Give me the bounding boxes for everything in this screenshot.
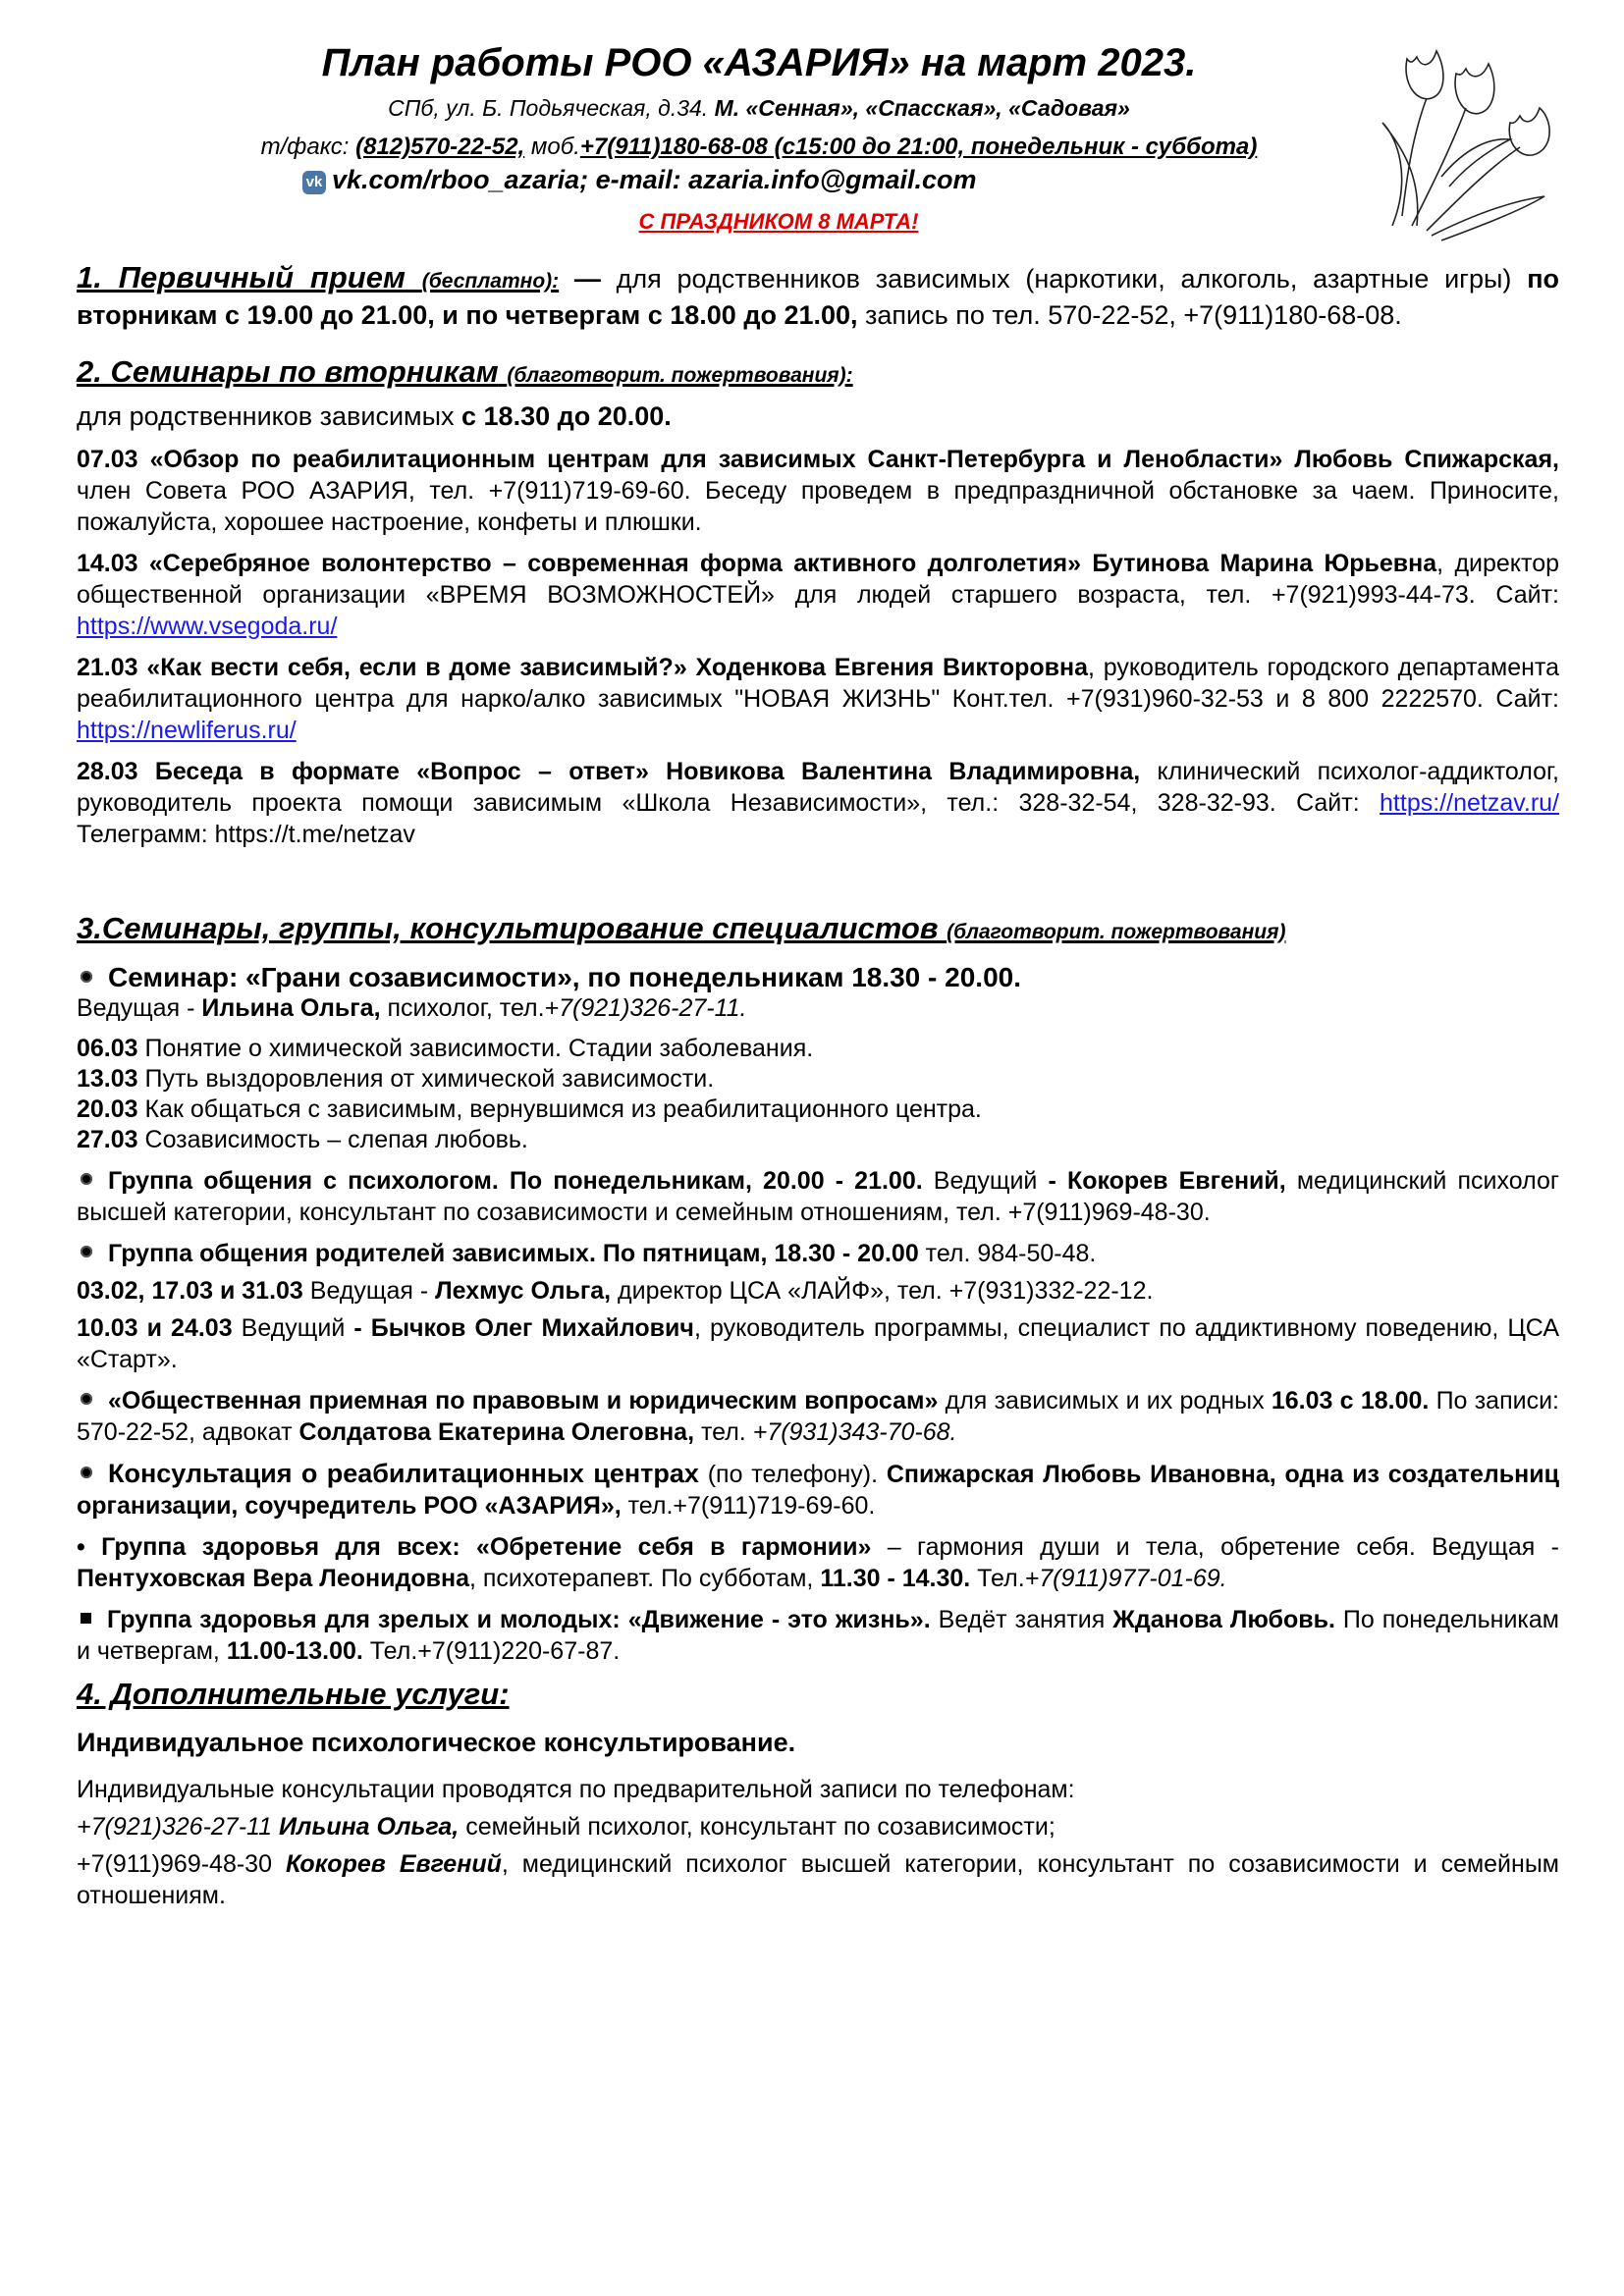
- rehab-consultation: Консультация о реабилитационных центрах (по телефону). Спижарская Любовь Ивановна, одна из создательниц организации, соучредитель РОО «АЗАРИЯ», тел.+7(911)719-69-60.: [77, 1459, 1559, 1520]
- bullet-icon: [81, 1393, 92, 1405]
- list-item: 20.03 Как общаться с зависимым, вернувшимся из реабилитационного центра.: [77, 1095, 982, 1123]
- phone-line: [77, 133, 1559, 161]
- section-2: [77, 354, 1559, 850]
- seminar-item: 14.03 «Серебряное волонтерство – современная форма активного долголетия» Бутинова Марина Юрьевна, директор общественной организации «ВРЕМЯ ВОЗМОЖНОСТЕЙ» для людей старшего возраста, тел. +7(921)993-44-73. Сайт: https://www.vsegoda.ru/: [77, 550, 1560, 640]
- bullet-icon: [81, 1467, 92, 1478]
- section-4-title: 4. Дополнительные услуги:: [77, 1677, 510, 1711]
- section-4: [77, 1677, 1559, 1911]
- section-1: 1. Первичный прием (бесплатно): — для родственников зависимых (наркотики, алкоголь, азартные игры) по вторникам с 19.00 до 21.00, и по четвергам с 18.00 до 21.00, запись по тел. 570-22-52, +7(911)180-68-08.: [77, 260, 1559, 330]
- section-2-title: 2. Семинары по вторникам (благотворит. пожертвования):: [77, 354, 853, 389]
- document-page: [77, 29, 1559, 1911]
- vk-icon: vk: [302, 171, 326, 194]
- seminar-item: 07.03 «Обзор по реабилитационным центрам для зависимых Санкт-Петербурга и Ленобласти» Любовь Спижарская, член Совета РОО АЗАРИЯ, тел. +7(911)719-69-60. Беседу проведем в предпраздничной обстановке за чаем. Приносите, пожалуйста, хорошее настроение, конфеты и плюшки.: [77, 446, 1559, 536]
- seminar-schedule: [77, 1034, 1559, 1155]
- group-parents-lead-1: 03.02, 17.03 и 31.03 Ведущая - Лехмус Ольга, директор ЦСА «ЛАЙФ», тел. +7(931)332-22-12.: [77, 1277, 1154, 1305]
- section-2-intro: для родственников зависимых с 18.30 до 20.00.: [77, 401, 672, 431]
- section-3-title: 3.Семинары, группы, консультирование специалистов (благотворит. пожертвования): [77, 911, 1286, 945]
- list-item: 13.03 Путь выздоровления от химической зависимости.: [77, 1065, 715, 1093]
- consultant-1: +7(921)326-27-11 Ильина Ольга, семейный психолог, консультант по созависимости;: [77, 1813, 1056, 1841]
- section-1-title: 1. Первичный прием (бесплатно):: [77, 260, 560, 294]
- list-item: 06.03 Понятие о химической зависимости. Стадии заболевания.: [77, 1035, 814, 1062]
- bullet-icon: [81, 1173, 92, 1185]
- seminar-item: 21.03 «Как вести себя, если в доме зависимый?» Ходенкова Евгения Викторовна, руководитель городского департамента реабилитационного центра для нарко/алко зависимых "НОВАЯ ЖИЗНЬ" Конт.тел. +7(931)960-32-53 и 8 800 2222570. Сайт: https://newliferus.ru/: [77, 654, 1559, 744]
- site-link[interactable]: https://newliferus.ru/: [77, 717, 297, 744]
- mobile-label: моб.: [524, 133, 580, 160]
- vk-link[interactable]: vk.com/rboo_azaria;: [332, 165, 589, 194]
- group-psychologist: Группа общения с психологом. По понедельникам, 20.00 - 21.00. Ведущий - Кокорев Евгений, медицинский психолог высшей категории, консультант по созависимости и семейным отношениям, тел. +7(911)969-48-30.: [77, 1167, 1559, 1226]
- bullet-icon: [81, 1246, 92, 1257]
- group-parents: Группа общения родителей зависимых. По пятницам, 18.30 - 20.00 тел. 984-50-48.: [77, 1238, 1559, 1269]
- consultant-2: +7(911)969-48-30 Кокорев Евгений, медицинский психолог высшей категории, консультант по созависимости и семейным отношениям.: [77, 1850, 1559, 1909]
- health-group-harmony: • Группа здоровья для всех: «Обретение себя в гармонии» – гармония души и тела, обретение себя. Ведущая - Пентуховская Вера Леонидовна, психотерапевт. По субботам, 11.30 - 14.30. Тел.+7(911)977-01-69.: [77, 1533, 1559, 1592]
- health-group-movement: Группа здоровья для зрелых и молодых: «Движение - это жизнь». Ведёт занятия Жданова Любовь. По понедельникам и четвергам, 11.00-13.00. Тел.+7(911)220-67-87.: [77, 1606, 1559, 1665]
- site-link[interactable]: https://www.vsegoda.ru/: [77, 613, 338, 640]
- consult-intro: Индивидуальные консультации проводятся по предварительной записи по телефонам:: [77, 1776, 1075, 1803]
- tulip-illustration: [1373, 29, 1559, 245]
- site-link[interactable]: https://netzav.ru/: [1380, 789, 1559, 817]
- phone-label: т/факс:: [260, 133, 356, 160]
- address-line: [77, 95, 1559, 122]
- section-4-subtitle: Индивидуальное психологическое консультирование.: [77, 1728, 796, 1757]
- group-parents-lead-2: 10.03 и 24.03 Ведущий - Бычков Олег Михайлович, руководитель программы, специалист по аддиктивному поведению, ЦСА «Старт».: [77, 1314, 1559, 1373]
- web-line: [77, 165, 1559, 195]
- seminar-item: 28.03 Беседа в формате «Вопрос – ответ» Новикова Валентина Владимировна, клинический психолог-аддиктолог, руководитель проекта помощи зависимым «Школа Независимости», тел.: 328-32-54, 328-32-93. Сайт: https://netzav.ru/ Телеграмм: https://t.me/netzav: [77, 758, 1560, 848]
- metro-stations: М. «Сенная», «Спасская», «Садовая»: [714, 95, 1130, 121]
- legal-reception: «Общественная приемная по правовым и юридическим вопросам» для зависимых и их родных 16.03 с 18.00. По записи: 570-22-52, адвокат Солдатова Екатерина Олеговна, тел. +7(931)343-70-68.: [77, 1387, 1559, 1446]
- email[interactable]: e-mail: azaria.info@gmail.com: [595, 165, 977, 194]
- address: СПб, ул. Б. Подьяческая, д.34.: [388, 95, 709, 121]
- mobile-number: +7(911)180-68-08 (с15:00 до 21:00, понедельник - суббота): [579, 133, 1258, 160]
- section-3: [77, 911, 1559, 1667]
- holiday-greeting: С ПРАЗДНИКОМ 8 МАРТА!: [638, 209, 919, 234]
- square-bullet-icon: [81, 1613, 91, 1624]
- page-title: План работы РОО «АЗАРИЯ» на март 2023.: [321, 41, 1197, 84]
- bullet-icon: [81, 971, 92, 983]
- list-item: 27.03 Созависимость – слепая любовь.: [77, 1126, 528, 1153]
- seminar-leader: Ведущая - Ильина Ольга, психолог, тел.+7(921)326-27-11.: [77, 994, 747, 1022]
- phone-number: (812)570-22-52,: [355, 133, 525, 160]
- seminar-title: Семинар: «Грани созависимости», по понедельникам 18.30 - 20.00.: [77, 962, 1559, 993]
